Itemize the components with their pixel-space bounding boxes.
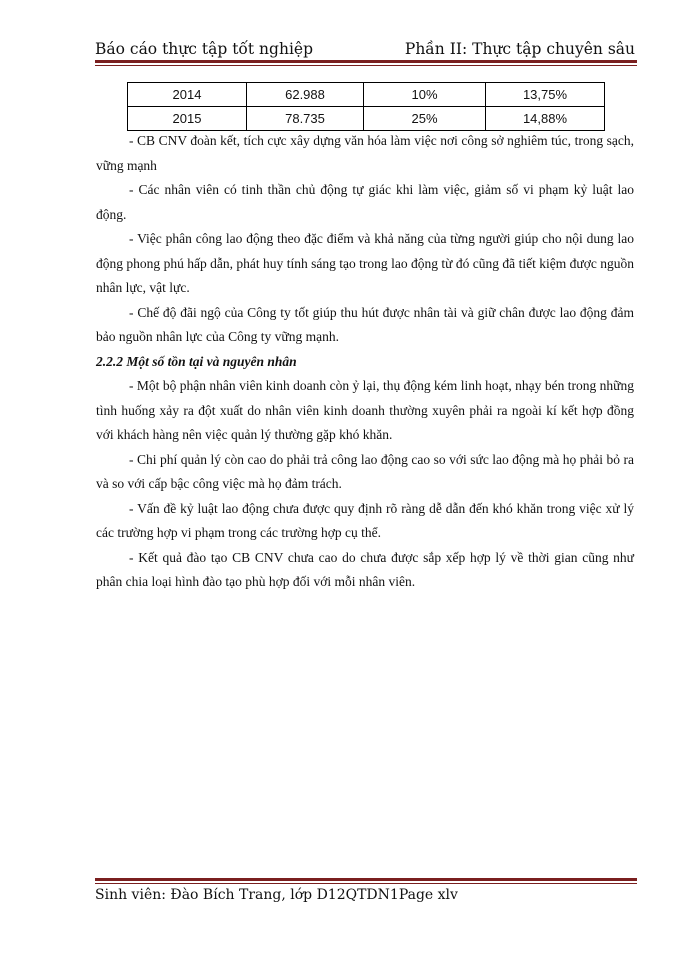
table-cell: 2015 [128, 107, 247, 131]
table-cell: 13,75% [486, 83, 605, 107]
footer-rule-thin [95, 883, 637, 884]
table-cell: 10% [364, 83, 486, 107]
paragraph: - Chi phí quản lý còn cao do phải trả công lao động cao so với sức lao động mà họ phải bỏ ra và so với cấp bậc công việc mà họ đảm trách. [96, 451, 634, 491]
paragraph: - Chế độ đãi ngộ của Công ty tốt giúp thu hút được nhân tài và giữ chân được lao động đảm bảo nguồn nhân lực của Công ty vững mạnh. [96, 304, 634, 344]
table-cell: 78.735 [247, 107, 364, 131]
header-left-title: Báo cáo thực tập tốt nghiệp [95, 40, 313, 58]
paragraph: - CB CNV đoàn kết, tích cực xây dựng văn hóa làm việc nơi công sở nghiêm túc, trong sạch, vững mạnh [96, 133, 634, 173]
body-content [96, 129, 634, 595]
header-rule-thin [95, 65, 637, 66]
table-cell: 14,88% [486, 107, 605, 131]
paragraph: - Việc phân công lao động theo đặc điểm và khả năng của từng người giúp cho nội dung lao động phong phú hấp dẫn, phát huy tính sáng tạo trong lao động từ đó cũng đã tiết kiệm được nguồn nhân lực, vật lực. [96, 231, 634, 295]
table-row [128, 107, 605, 131]
table-cell: 25% [364, 107, 486, 131]
table-row [128, 83, 605, 107]
header-right-title: Phần II: Thực tập chuyên sâu [404, 40, 635, 58]
paragraph: - Vấn đề kỷ luật lao động chưa được quy định rõ ràng dễ dẫn đến khó khăn trong việc xử lý các trường hợp vi phạm trong các trường hợp cụ thể. [96, 500, 634, 540]
table-cell: 2014 [128, 83, 247, 107]
data-table [127, 82, 605, 131]
paragraph: - Các nhân viên có tinh thần chủ động tự giác khi làm việc, giảm số vi phạm kỷ luật lao động. [96, 182, 634, 222]
page-footer: Sinh viên: Đào Bích Trang, lớp D12QTDN1Page xlv [95, 887, 458, 903]
header-rule-thick [95, 60, 637, 63]
section-heading: 2.2.2 Một số tồn tại và nguyên nhân [96, 353, 297, 369]
paragraph: - Một bộ phận nhân viên kinh doanh còn ỷ lại, thụ động kém linh hoạt, nhạy bén trong những tình huống xảy ra đột xuất do nhân viên kinh doanh thường xuyên phải ra ngoài kí kết hợp đồng với khách hàng nên việc quản lý thường gặp khó khăn. [96, 378, 634, 442]
table-cell: 62.988 [247, 83, 364, 107]
page-header [95, 34, 635, 58]
footer-rule-thick [95, 878, 637, 881]
paragraph: - Kết quả đào tạo CB CNV chưa cao do chưa được sắp xếp hợp lý về thời gian cũng như phân chia loại hình đào tạo phù hợp đối với mỗi nhân viên. [96, 549, 634, 589]
